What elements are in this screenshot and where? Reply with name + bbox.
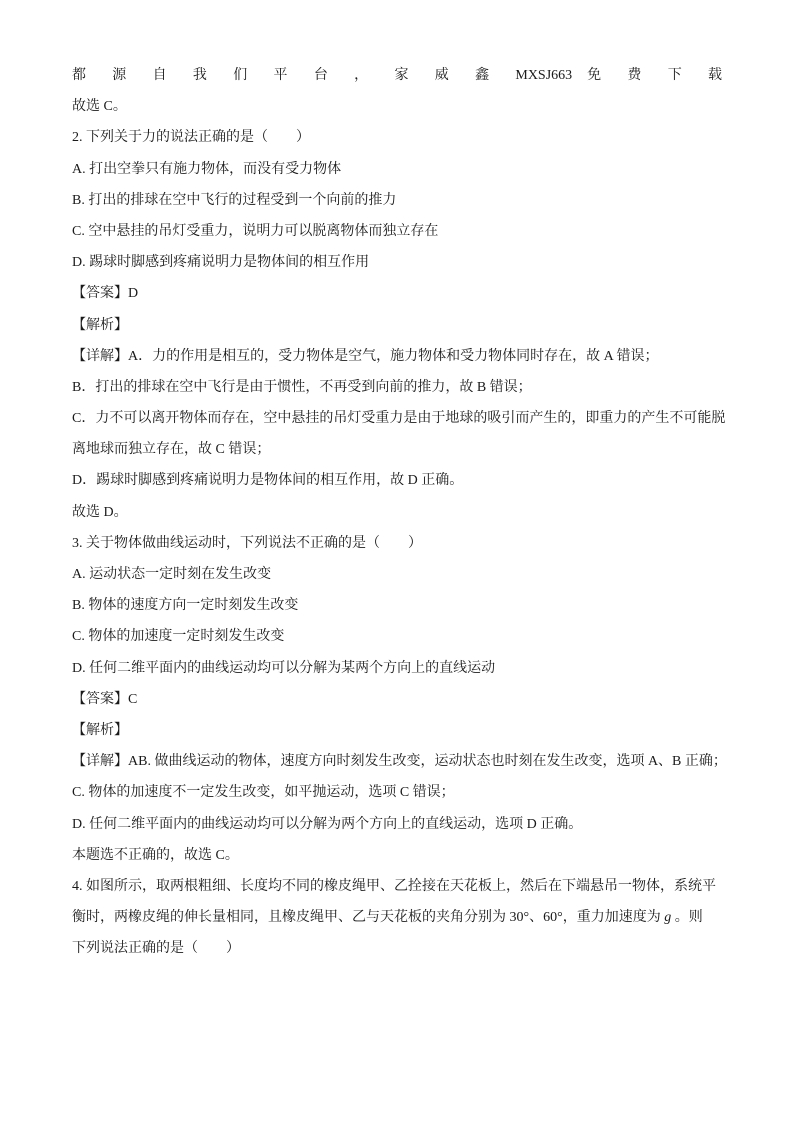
q4-stem-text: 。则 — [671, 910, 703, 926]
q3-detail-line: C. 物体的加速度不一定发生改变，如平抛运动，选项 C 错误； — [72, 785, 455, 801]
q2-option-b: B. 打出的排球在空中飞行的过程受到一个向前的推力 — [72, 192, 397, 208]
q3-option-c: C. 物体的加速度一定时刻发生改变 — [72, 629, 285, 645]
q2-answer: 【答案】D — [72, 286, 139, 302]
q2-detail-line: 离地球而独立存在，故 C 错误； — [72, 442, 271, 458]
watermark-line: 都 源 自 我 们 平 台 ， 家 威 鑫 MXSJ663 免 费 下 载 — [72, 68, 722, 83]
q2-detail-line: D．踢球时脚感到疼痛说明力是物体间的相互作用，故 D 正确。 — [72, 473, 464, 489]
q3-detail-line: 【详解】AB. 做曲线运动的物体，速度方向时刻发生改变，运动状态也时刻在发生改变，选项 A、B 正确； — [72, 754, 727, 770]
q1-conclusion: 故选 C。 — [72, 99, 127, 115]
q3-option-b: B. 物体的速度方向一定时刻发生改变 — [72, 598, 299, 614]
q2-detail-line: C．力不可以离开物体而存在，空中悬挂的吊灯受重力是由于地球的吸引而产生的，即重力的产生不可能脱 — [72, 411, 726, 427]
q4-stem-line — [72, 902, 724, 933]
document-page — [72, 60, 727, 964]
q3-option-a: A. 运动状态一定时刻在发生改变 — [72, 567, 272, 582]
q2-conclusion: 故选 D。 — [72, 504, 128, 520]
q3-conclusion: 本题选不正确的，故选 C。 — [72, 847, 239, 863]
q2-option-c: C. 空中悬挂的吊灯受重力，说明力可以脱离物体而独立存在 — [72, 223, 439, 239]
q3-stem: 3. 关于物体做曲线运动时，下列说法不正确的是（ ） — [72, 535, 422, 551]
q3-detail-line: D. 任何二维平面内的曲线运动均可以分解为两个方向上的直线运动，选项 D 正确。 — [72, 816, 583, 832]
q2-analysis-label: 【解析】 — [72, 317, 128, 333]
q2-option-d: D. 踢球时脚感到疼痛说明力是物体间的相互作用 — [72, 255, 370, 271]
q3-answer: 【答案】C — [72, 691, 138, 707]
q4-stem-line: 4. 如图所示，取两根粗细、长度均不同的橡皮绳甲、乙拴接在天花板上，然后在下端悬吊一物体，系统平 — [72, 878, 716, 894]
q4-stem-line: 下列说法正确的是（ ） — [72, 941, 240, 957]
q2-stem: 2. 下列关于力的说法正确的是（ ） — [72, 130, 310, 146]
q2-option-a: A. 打出空拳只有施力物体，而没有受力物体 — [72, 161, 342, 177]
gravity-symbol: g — [664, 910, 672, 926]
q2-detail-line: B．打出的排球在空中飞行是由于惯性，不再受到向前的推力，故 B 错误； — [72, 379, 532, 395]
q4-stem-text: 衡时，两橡皮绳的伸长量相同，且橡皮绳甲、乙与天花板的夹角分别为 30°、60°，重力加速度为 — [72, 910, 665, 926]
q3-option-d: D. 任何二维平面内的曲线运动均可以分解为某两个方向上的直线运动 — [72, 660, 496, 676]
q2-detail-line: 【详解】A．力的作用是相互的，受力物体是空气，施力物体和受力物体同时存在，故 A 错误； — [72, 348, 659, 364]
q3-analysis-label: 【解析】 — [72, 722, 128, 738]
